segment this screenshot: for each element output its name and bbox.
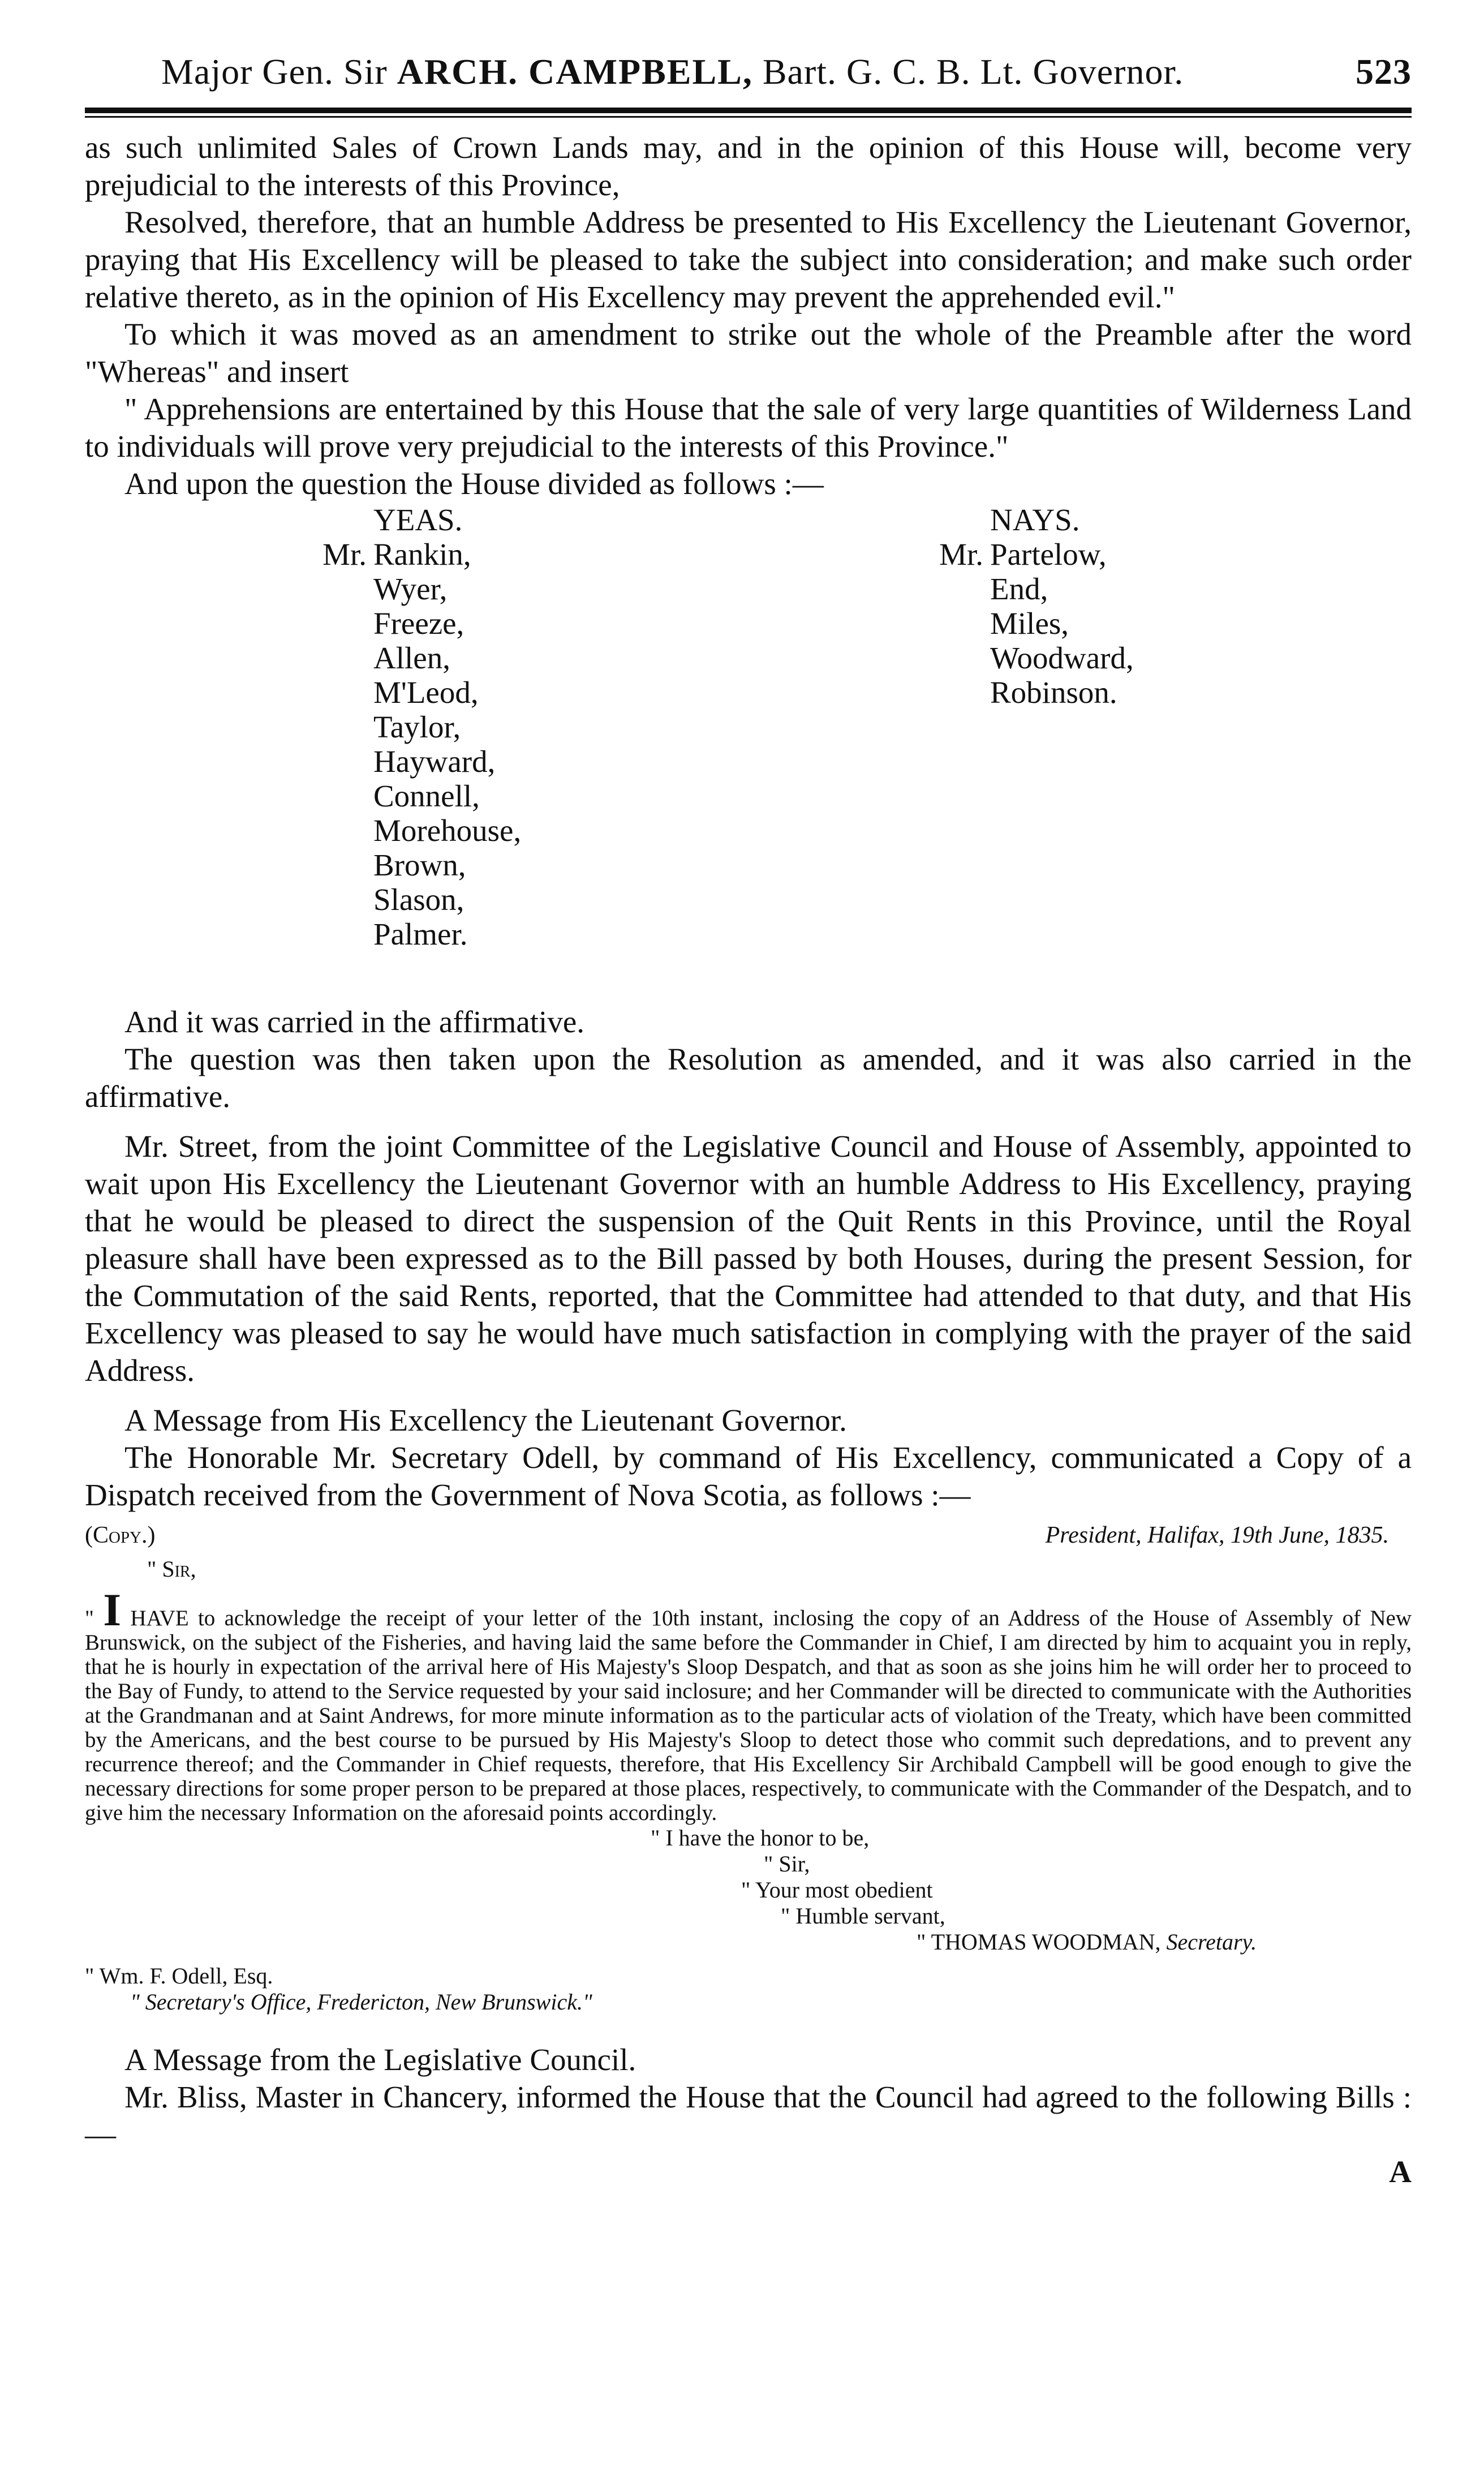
catchword: A [1389,2154,1412,2189]
paragraph: And it was carried in the affirmative. [124,1004,584,1039]
copy-line [85,1522,1412,1549]
header-rule-thick [85,108,1412,113]
member-name: Allen, [373,641,450,675]
list-item [289,606,521,641]
member-name: End, [990,572,1048,606]
nays-heading: NAYS. [990,503,1080,537]
signature [85,1929,1412,1955]
amendment-quote: " Apprehensions are entertained by this House that the sale of very large quantities of Wilderness Land to individuals will prove very prejudicial to the interests of this Province." [85,392,1412,463]
copy-label: (Copy.) [85,1522,156,1548]
member-name: Robinson. [990,675,1117,710]
list-item [289,710,521,744]
paragraph: as such unlimited Sales of Crown Lands may, and in the opinion of this House will, become very prejudicial to the interests of this Province, [85,130,1412,202]
paragraph: The Honorable Mr. Secretary Odell, by command of His Excellency, communicated a Copy of a Dispatch received from the Government of Nova Scotia, as follows :— [85,1440,1412,1512]
mr-label: Mr. [939,537,983,572]
list-item [905,537,1134,572]
header-title [161,51,1184,93]
signature-title: Secretary. [1166,1929,1257,1955]
dispatch-letter [85,1522,1412,2015]
member-name: Partelow, [990,537,1107,572]
header-prefix: Major Gen. Sir [161,51,388,92]
member-name: Woodward, [990,641,1134,675]
drop-cap: I [103,1584,122,1635]
list-item [289,917,521,951]
addressee-block [85,1963,1412,2015]
letter-closing [85,1825,1412,1955]
member-name: Rankin, [373,537,471,572]
division-list [85,503,1412,1003]
page-number: 523 [1356,51,1412,92]
document-page [85,51,1412,2191]
member-name: Wyer, [373,572,448,606]
member-name: Brown, [373,848,466,882]
addressee-office: " Secretary's Office, Fredericton, New Brunswick." [130,1989,592,2015]
yeas-heading: YEAS. [373,503,463,537]
resolution-paragraph: Resolved, therefore, that an humble Address be presented to His Excellency the Lieutenant Governor, praying that His Excellency will be pleased to take the subject into consideration; and make such order relative thereto, as in the opinion of His Excellency may prevent the apprehended evil." [85,205,1412,314]
addressee-name: " Wm. F. Odell, Esq. [85,1963,273,1989]
closing-line: " Humble servant, [781,1903,945,1929]
closing-line: " Your most obedient [741,1877,933,1903]
list-item [289,675,521,710]
list-item [905,606,1134,641]
paragraph: The question was then taken upon the Resolution as amended, and it was also carried in the affirmative. [85,1042,1412,1114]
nays-column [905,503,1134,710]
member-name: M'Leod, [373,675,479,710]
list-item [905,572,1134,606]
running-header [85,51,1412,93]
open-quote: " [85,1606,94,1630]
list-item [289,537,521,572]
paragraph: To which it was moved as an amendment to strike out the whole of the Preamble after the word "Whereas" and insert [85,317,1412,389]
member-name: Hayward, [373,744,496,779]
list-item [289,744,521,779]
member-name: Palmer. [373,917,468,951]
list-item [289,882,521,917]
yeas-column [289,503,521,951]
catchword-row [85,2153,1412,2191]
header-rule-thin [85,116,1412,118]
letter-dateline: President, Halifax, 19th June, 1835. [1045,1522,1389,1548]
paragraph: And upon the question the House divided as follows :— [124,466,824,501]
list-item [289,572,521,606]
bottom-text [85,2041,1412,2191]
list-item [905,675,1134,710]
top-text [85,129,1412,503]
list-item [905,641,1134,675]
middle-text [85,1003,1412,1514]
letter-body [85,1584,1412,1825]
member-name: Slason, [373,882,464,917]
list-item [289,813,521,848]
member-name: Miles, [990,606,1069,641]
list-item [289,641,521,675]
signature-name: " THOMAS WOODMAN, [917,1929,1161,1955]
member-name: Freeze, [373,606,464,641]
list-item [289,848,521,882]
letter-text: HAVE to acknowledge the receipt of your letter of the 10th instant, inclosing the copy of an Address of the House of Assembly of New Brunswick, on the subject of the Fisheries, and having laid the same before the Commander in Chief, I am directed by him to acquaint you in reply, that he is hourly in expectation of the arrival here of His Majesty's Sloop Despatch, and that as soon as she joins him he will order her to proceed to the Bay of Fundy, to attend to the Service requested by your said inclosure; and her Commander will be directed to communicate with the Authorities at the Grandmanan and at Saint Andrews, for more minute information as to the particular acts of violation of the Treaty, which have been committed by the Americans, and the best course to be pursued by His Majesty's Sloop to detect those who commit such depredations, and to prevent any recurrence thereof; and the Commander in Chief requests, therefore, that His Excellency Sir Archibald Campbell will be good enough to give the necessary directions for some proper person to be prepared at those places, respectively, to communicate with the Commander of the Despatch, and to give him the necessary Information on the aforesaid points accordingly. [85,1606,1412,1825]
closing-line: " I have the honor to be, [651,1825,870,1850]
list-item [289,779,521,813]
committee-report-paragraph: Mr. Street, from the joint Committee of the Legislative Council and House of Assembly, appointed to wait upon His Excellency the Lieutenant Governor with an humble Address to His Excellency, praying that he would be pleased to direct the suspension of the Quit Rents in this Province, until the Royal pleasure shall have been expressed as to the Bill passed by both Houses, during the present Session, for the Commutation of the said Rents, reported, that the Committee had attended to that duty, and that His Excellency was pleased to say he would have much satisfaction in complying with the prayer of the said Address. [85,1129,1412,1388]
letter-salutation: " Sir, [147,1556,196,1582]
header-name: ARCH. CAMPBELL, [397,51,753,92]
mr-label: Mr. [322,537,367,572]
member-name: Morehouse, [373,813,522,848]
header-suffix: Bart. G. C. B. Lt. Governor. [762,51,1184,92]
member-name: Taylor, [373,710,461,744]
message-heading: A Message from the Legislative Council. [124,2042,636,2077]
closing-line: " Sir, [764,1851,810,1877]
message-heading: A Message from His Excellency the Lieutenant Governor. [124,1403,847,1437]
member-name: Connell, [373,779,480,813]
paragraph: Mr. Bliss, Master in Chancery, informed the House that the Council had agreed to the following Bills :— [85,2080,1412,2152]
